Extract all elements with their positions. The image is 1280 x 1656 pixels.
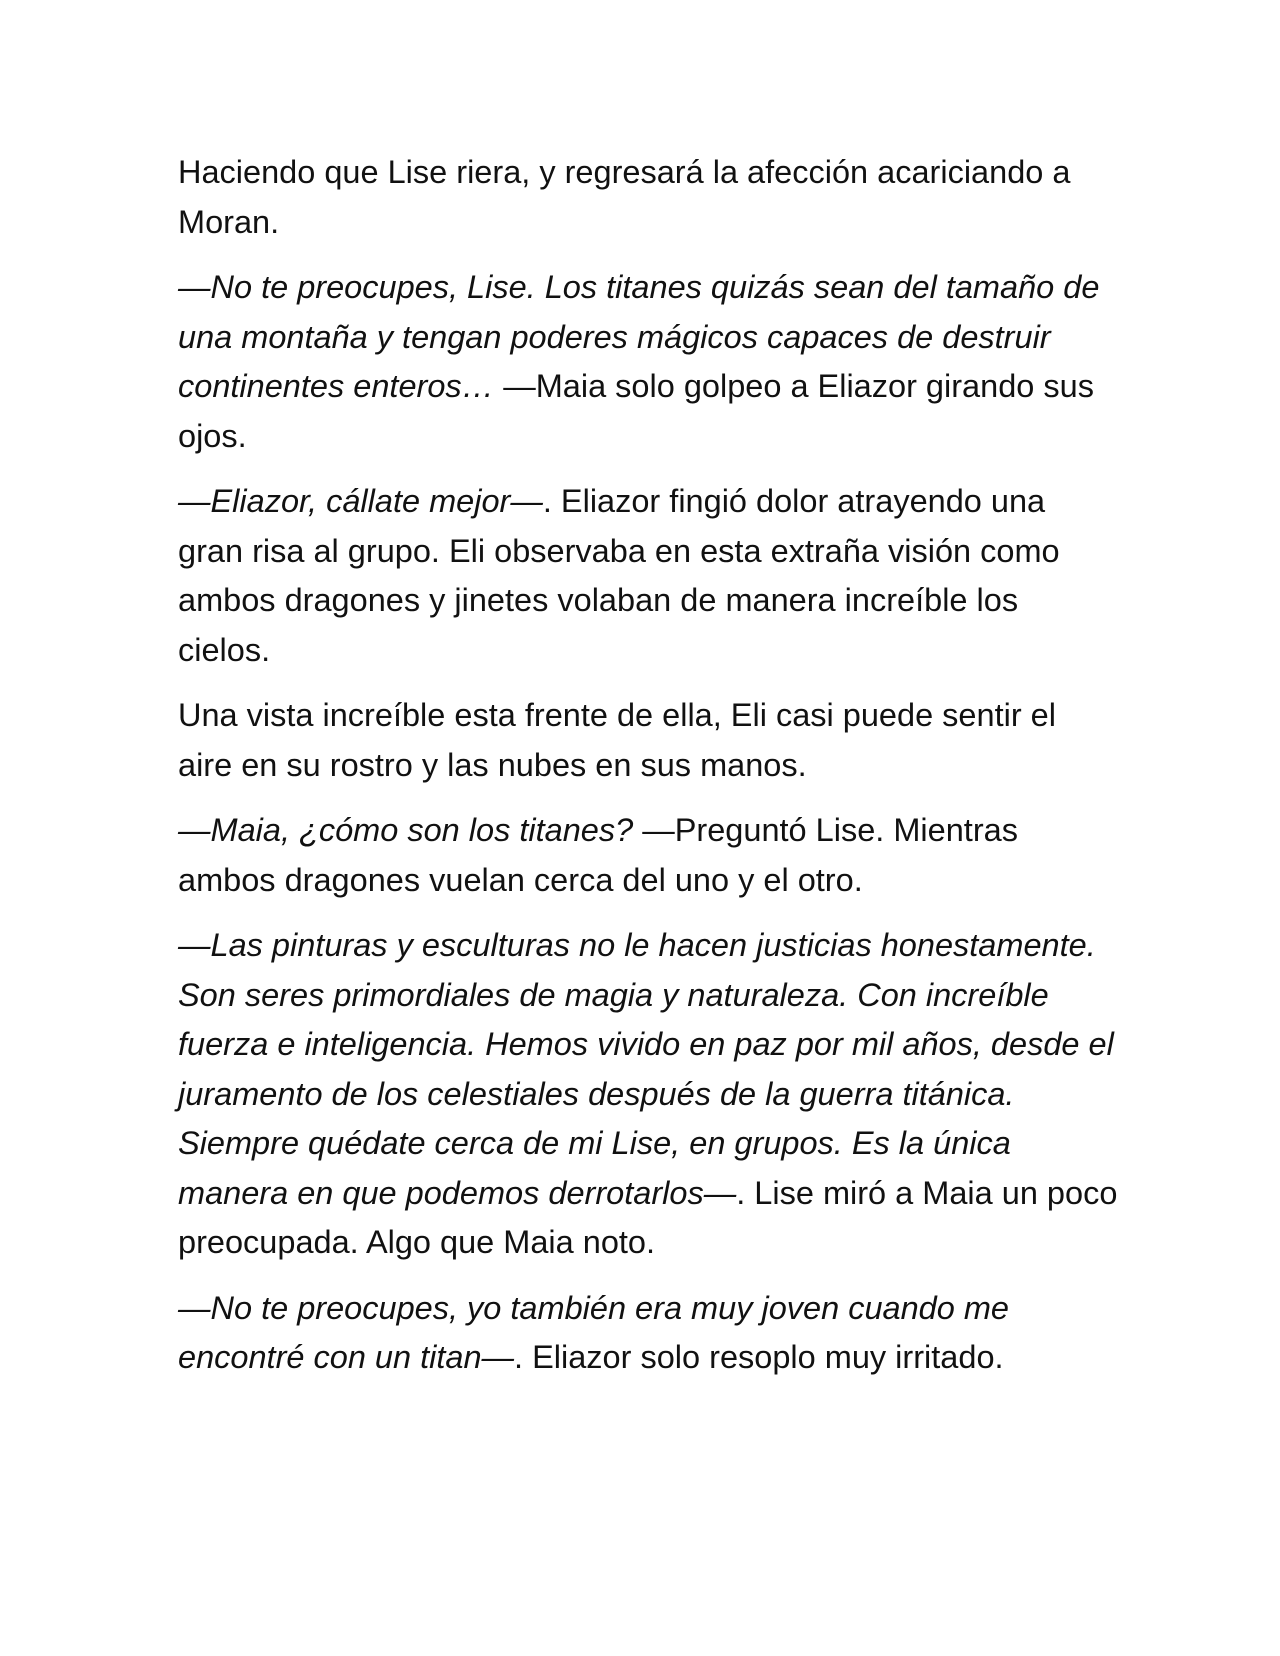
paragraph-1: [178, 148, 1118, 247]
paragraph-3-dialogue: —Eliazor, cállate mejor—: [178, 483, 543, 519]
paragraph-6: [178, 921, 1118, 1268]
paragraph-6-narration: . Lise miró a Maia un poco preocupada. Algo que Maia noto.: [178, 1174, 1118, 1260]
paragraph-7-dialogue: —No te preocupes, yo también era muy joven cuando me encontré con un titan—: [178, 1289, 1010, 1375]
paragraph-2-narration: —Maia solo golpeo a Eliazor girando sus ojos.: [178, 368, 1094, 454]
paragraph-5: [178, 806, 1118, 905]
paragraph-3-narration: . Eliazor fingió dolor atrayendo una gran risa al grupo. Eli observaba en esta extraña visión como ambos dragones y jinetes volaban de manera increíble los cielos.: [178, 483, 1060, 668]
paragraph-4: [178, 691, 1118, 790]
paragraph-5-narration: —Preguntó Lise. Mientras ambos dragones vuelan cerca del uno y el otro.: [178, 812, 1018, 898]
document-body: [178, 148, 1118, 1399]
paragraph-5-dialogue: —Maia, ¿cómo son los titanes?: [178, 812, 634, 848]
paragraph-7: [178, 1284, 1118, 1383]
paragraph-4-text: Una vista increíble esta frente de ella, Eli casi puede sentir el aire en su rostro y las nubes en sus manos.: [178, 697, 1056, 783]
paragraph-3: [178, 477, 1118, 675]
paragraph-1-text: Haciendo que Lise riera, y regresará la afección acariciando a Moran.: [178, 154, 1071, 240]
paragraph-6-dialogue: —Las pinturas y esculturas no le hacen justicias honestamente. Son seres primordiales de magia y naturaleza. Con increíble fuerza e inteligencia. Hemos vivido en paz por mil años, desde el juramento de los celestiales después de la guerra titánica. Siempre quédate cerca de mi Lise, en grupos. Es la única manera en que podemos derrotarlos—: [178, 927, 1114, 1211]
paragraph-2: [178, 263, 1118, 461]
paragraph-7-narration: . Eliazor solo resoplo muy irritado.: [514, 1339, 1004, 1375]
paragraph-2-dialogue: —No te preocupes, Lise. Los titanes quizás sean del tamaño de una montaña y tengan poderes mágicos capaces de destruir continentes enteros…: [178, 269, 1100, 404]
